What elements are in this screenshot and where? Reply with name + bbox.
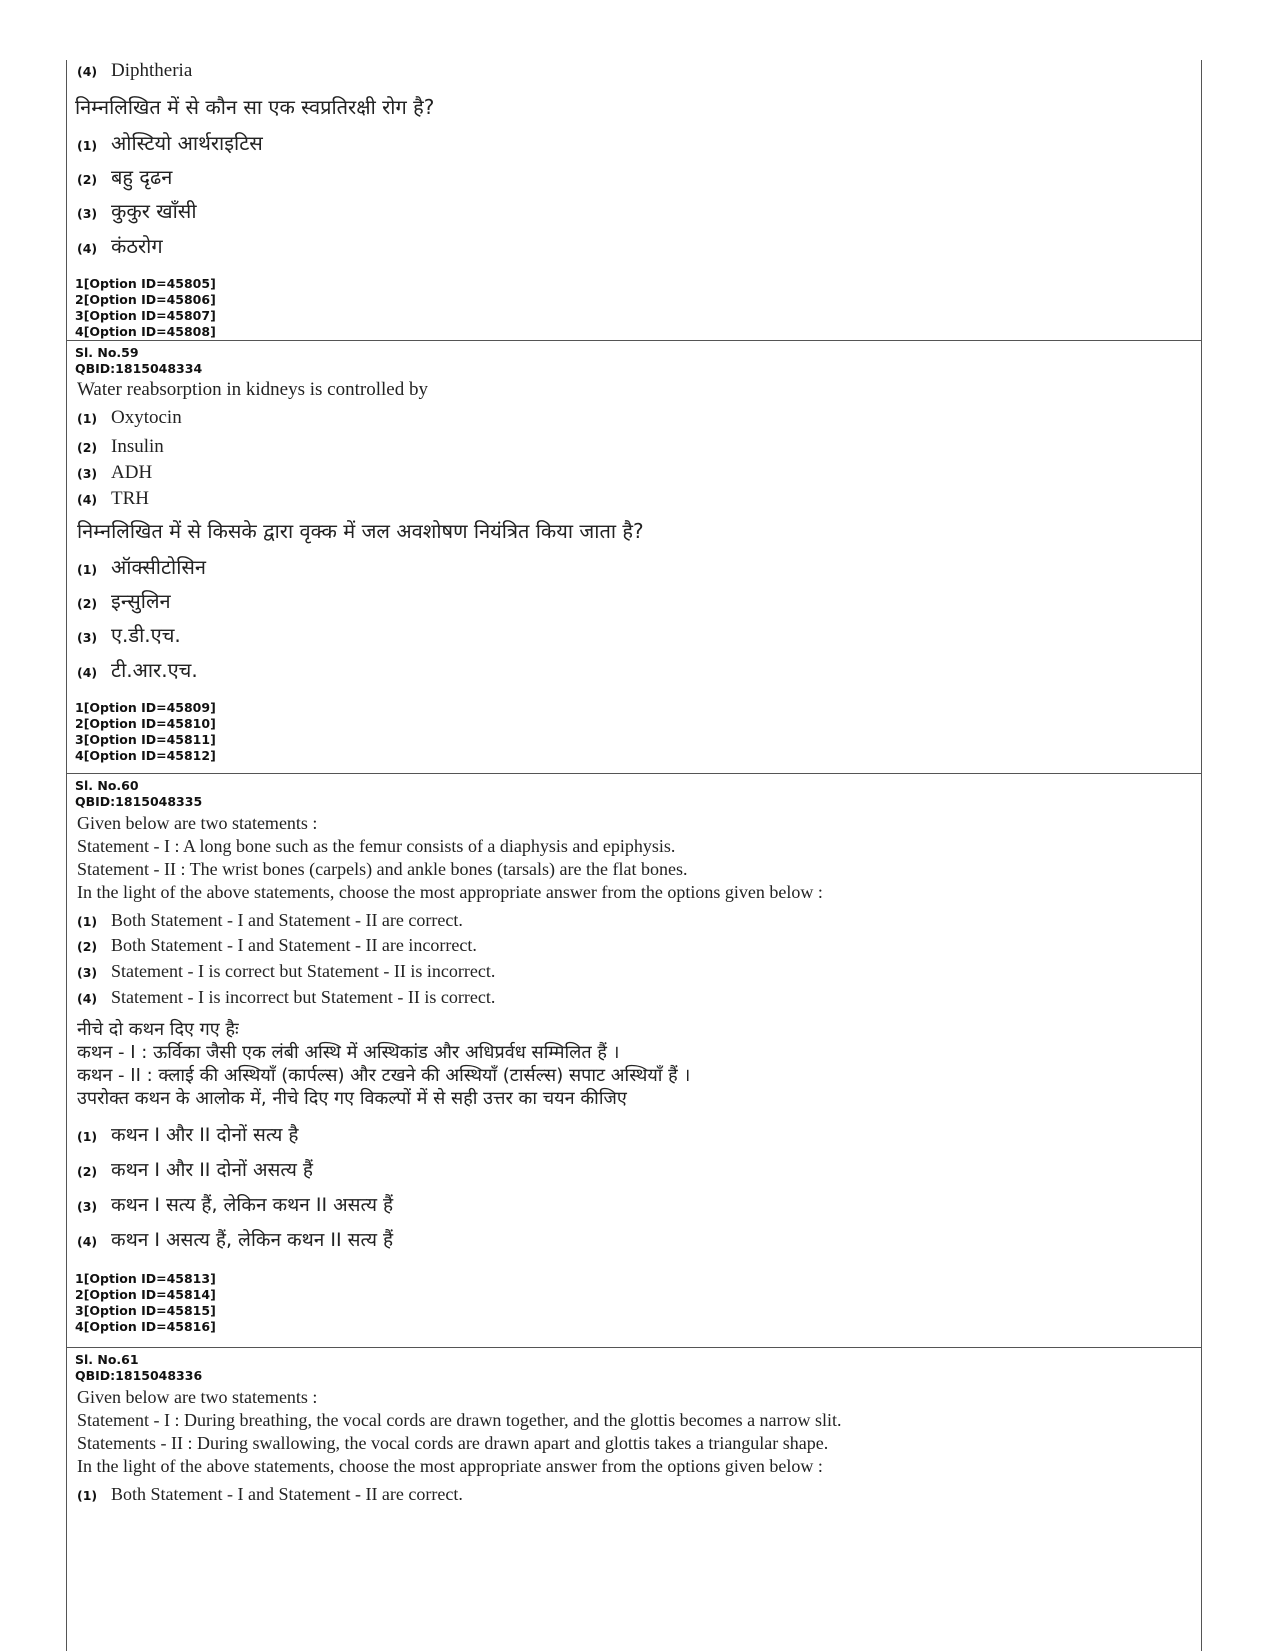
option-id: 1[Option ID=45809] [75, 700, 216, 715]
hi-option-1 [75, 1118, 1195, 1153]
option-number: (3) [77, 1199, 98, 1214]
statement-line: कथन - II : क्लाई की अस्थियाँ (कार्पल्स) और टखने की अस्थियाँ (टार्सल्स) सपाट अस्थियाँ हैं । [77, 1065, 691, 1086]
option-number: (1) [77, 1129, 98, 1144]
question-59 [67, 341, 1201, 774]
option-text: इन्सुलिन [111, 589, 171, 613]
option-number: (3) [77, 965, 98, 980]
english-question: Water reabsorption in kidneys is controlled by [77, 379, 428, 400]
option-text: बहु दृढन [111, 165, 173, 189]
option-number: (3) [77, 630, 98, 645]
option-id: 4[Option ID=45808] [75, 324, 216, 339]
option-number: (1) [77, 562, 98, 577]
option-number: (2) [77, 1164, 98, 1179]
statement-line: Statement - II : The wrist bones (carpels) and ankle bones (tarsals) are the flat bones. [77, 859, 688, 879]
option-number: (4) [77, 64, 98, 79]
option-number: (2) [77, 939, 98, 954]
en-option-3 [75, 462, 1195, 488]
option-text: Both Statement - I and Statement - II are correct. [111, 910, 463, 930]
question-61 [67, 1348, 1201, 1512]
statement-line: In the light of the above statements, choose the most appropriate answer from the options given below : [77, 882, 823, 902]
question-paper-page [66, 60, 1202, 1651]
option-text: ए.डी.एच. [111, 623, 181, 647]
hi-option-3 [75, 618, 1195, 653]
option-number: (3) [77, 206, 98, 221]
option-text: Statement - I is incorrect but Statement - II is correct. [111, 987, 496, 1007]
option-number: (1) [77, 411, 98, 426]
statement-line: Statement - I : A long bone such as the femur consists of a diaphysis and epiphysis. [77, 836, 676, 856]
option-text: Diphtheria [111, 60, 193, 81]
option-text: Statement - I is correct but Statement - II is incorrect. [111, 961, 496, 981]
hi-option-2 [75, 584, 1195, 618]
option-id: 2[Option ID=45814] [75, 1287, 216, 1302]
qbid: QBID:1815048335 [75, 794, 203, 809]
hindi-question: निम्नलिखित में से किसके द्वारा वृक्क में जल अवशोषण नियंत्रित किया जाता है? [77, 519, 644, 543]
option-text: कथन I सत्य हैं, लेकिन कथन II असत्य हैं [111, 1194, 394, 1216]
statement-line: Given below are two statements : [77, 1387, 318, 1407]
en-option-2 [75, 935, 1195, 961]
option-text: ऑक्सीटोसिन [111, 555, 206, 579]
en-option-1 [75, 1484, 1195, 1510]
statement-line: Given below are two statements : [77, 813, 318, 833]
option-number: (4) [77, 991, 98, 1006]
hi-option-3 [75, 1188, 1195, 1223]
serial-number: Sl. No.61 [75, 1352, 139, 1367]
option-number: (4) [77, 1234, 98, 1249]
option-id: 4[Option ID=45816] [75, 1319, 216, 1334]
option-text: कथन I और II दोनों सत्य है [111, 1124, 299, 1146]
option-text: Both Statement - I and Statement - II are incorrect. [111, 935, 477, 955]
option-number: (2) [77, 596, 98, 611]
hi-option-1 [75, 550, 1195, 584]
hindi-statements [75, 1018, 1195, 1110]
option-id: 4[Option ID=45812] [75, 748, 216, 763]
hi-option-1 [75, 126, 1195, 161]
hi-option-2 [75, 161, 1195, 194]
english-statements [75, 1386, 1195, 1478]
option-number: (3) [77, 466, 98, 481]
option-text: कुकुर खाँसी [111, 199, 197, 223]
option-number: (4) [77, 241, 98, 256]
en-option-4 [75, 60, 1195, 86]
en-option-4 [75, 987, 1195, 1014]
hi-option-4 [75, 1223, 1195, 1257]
option-text: टी.आर.एच. [111, 658, 198, 682]
option-id: 3[Option ID=45811] [75, 732, 216, 747]
en-option-2 [75, 436, 1195, 462]
option-number: (4) [77, 492, 98, 507]
option-text: कंठरोग [111, 234, 163, 258]
statement-line: कथन - I : ऊर्विका जैसी एक लंबी अस्थि में अस्थिकांड और अधिप्रर्वध सम्मिलित हैं । [77, 1042, 620, 1063]
option-number: (2) [77, 172, 98, 187]
qbid: QBID:1815048334 [75, 361, 203, 376]
en-option-4 [75, 488, 1195, 514]
statement-line: Statement - I : During breathing, the vocal cords are drawn together, and the glottis becomes a narrow slit. [77, 1410, 842, 1430]
en-option-1 [75, 910, 1195, 935]
option-id-list [75, 700, 1195, 764]
hindi-question: निम्नलिखित में से कौन सा एक स्वप्रतिरक्षी रोग है? [75, 95, 435, 119]
option-number: (1) [77, 914, 98, 929]
option-number: (2) [77, 440, 98, 455]
qbid: QBID:1815048336 [75, 1368, 203, 1383]
serial-number: Sl. No.60 [75, 778, 139, 793]
option-text: Both Statement - I and Statement - II are correct. [111, 1484, 463, 1504]
question-58-tail [67, 60, 1201, 341]
en-option-3 [75, 961, 1195, 987]
option-text: कथन I और II दोनों असत्य हैं [111, 1159, 313, 1181]
hi-option-2 [75, 1153, 1195, 1188]
option-id: 3[Option ID=45807] [75, 308, 216, 323]
option-id: 3[Option ID=45815] [75, 1303, 216, 1318]
option-number: (1) [77, 138, 98, 153]
question-60 [67, 774, 1201, 1348]
english-statements [75, 812, 1195, 904]
option-id: 1[Option ID=45813] [75, 1271, 216, 1286]
option-id: 2[Option ID=45810] [75, 716, 216, 731]
option-id-list [75, 1271, 1195, 1335]
en-option-1 [75, 407, 1195, 436]
hi-option-4 [75, 653, 1195, 687]
serial-number: Sl. No.59 [75, 345, 139, 360]
option-text: ADH [111, 462, 153, 483]
option-text: Oxytocin [111, 407, 182, 428]
option-id-list [75, 276, 1195, 340]
hi-option-4 [75, 229, 1195, 263]
statement-line: नीचे दो कथन दिए गए हैः [77, 1019, 239, 1040]
option-text: ओस्टियो आर्थराइटिस [111, 131, 263, 155]
statement-line: Statements - II : During swallowing, the vocal cords are drawn apart and glottis takes a triangular shape. [77, 1433, 829, 1453]
statement-line: उपरोक्त कथन के आलोक में, नीचे दिए गए विकल्पों में से सही उत्तर का चयन कीजिए [77, 1088, 627, 1109]
option-id: 1[Option ID=45805] [75, 276, 216, 291]
option-id: 2[Option ID=45806] [75, 292, 216, 307]
option-text: TRH [111, 488, 149, 509]
option-text: कथन I असत्य हैं, लेकिन कथन II सत्य हैं [111, 1229, 394, 1251]
option-text: Insulin [111, 436, 164, 457]
option-number: (4) [77, 665, 98, 680]
hi-option-3 [75, 194, 1195, 229]
statement-line: In the light of the above statements, choose the most appropriate answer from the options given below : [77, 1456, 823, 1476]
option-number: (1) [77, 1488, 98, 1503]
